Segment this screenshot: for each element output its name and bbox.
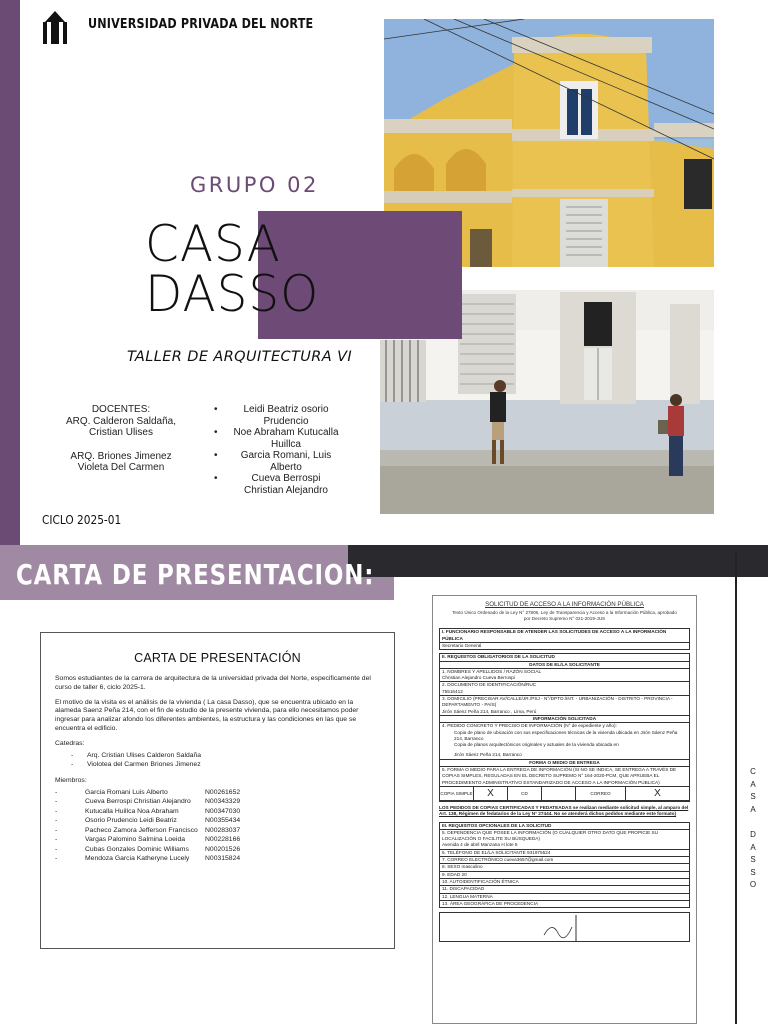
delivery-options-row (440, 787, 689, 801)
docente-line: Cristian Ulises (89, 427, 153, 438)
cycle-label: CICLO 2025-01 (42, 513, 122, 527)
member-item: • Leidi Beatriz osorio Prudencio (214, 404, 344, 427)
group-label: GRUPO 02 (190, 173, 319, 197)
signature-area (439, 912, 690, 942)
member-item: • Cueva Berrospi Christian Alejandro (214, 473, 344, 496)
form-row: 13. ÁREA GEOGRÁFICA DE PROCEDENCIA (442, 900, 539, 906)
form-row: 12. LENGUA MATERNA (440, 894, 689, 901)
docentes-label: DOCENTES: (91, 404, 151, 415)
form-row: Secretario General (442, 643, 482, 648)
option-label: CD (508, 787, 542, 800)
vertical-title: C A S A D A S S O (749, 767, 757, 890)
member-row: - Cubas Gonzales Dominic Williams N00201526 (55, 845, 380, 855)
form-row: 7. CORREO ELECTRÓNICO cueva3657@gmail.com (440, 857, 689, 864)
catedras-label: Catedras: (55, 739, 85, 747)
form-row: II. REQUISITOS OBLIGATORIOS DE LA SOLICITUD (440, 654, 689, 661)
university-logo-icon (40, 10, 70, 46)
docentes-block (48, 404, 194, 474)
form-section-3 (439, 822, 690, 909)
form-row: 5. DEPENDENCIA QUE POSEE LA INFORMACIÓN (O CUALQUIER OTRO DATO QUE PROPICIE SU LOCALIZACIÓN O FACILITE SU BÚSQUEDA) Avenida 4 de abril Manzana H lote 5 (440, 830, 689, 850)
form-note: LOS PEDIDOS DE COPIAS CERTIFICADAS Y FEDATEADAS se realizan mediante solicitud simple, al amparo del Art. 138, Régimen de fedatarios de la Ley N° 27444. No se atenderá dichos pedidos mediante este formato) (439, 804, 689, 817)
letter-paragraph: El motivo de la visita es el análisis de la vivienda ( La casa Dasso), que se encuentra ubicado en la alameda Saenz Peña 214, con el fin de estudio de la presente vivienda, para ello necesitamos poder ingresar para analizar afondo los diferentes ambientes, la estructura y las condiciones en las que se encuentra el edificio. (55, 698, 359, 732)
form-row: I. FUNCIONARIO RESPONSABLE DE ATENDER LAS SOLICITUDES DE ACCESO A LA INFORMACIÓN PÚBLICA (440, 629, 689, 643)
member-row: - Vargas Palomino Salmina Loeida N00228166 (55, 835, 380, 845)
dark-header-band (348, 545, 768, 577)
option-mark: X (654, 787, 661, 799)
form-row: INFORMACIÓN SOLICITADA (440, 716, 689, 723)
catedras-list (55, 751, 380, 769)
project-title-line1: CASA (145, 215, 281, 273)
form-row: 10. AUTOIDENTIFICACIÓN ÉTNICA (440, 879, 689, 886)
docente-line: ARQ. Calderon Saldaña, (65, 415, 177, 427)
form-row: 6. TELÉFONO DE EL/LA SOLICITANTE 931975524 (440, 850, 689, 857)
form-row: 4. PEDIDO CONCRETO Y PRECISO DE INFORMACIÓN (N° de expediente y año): Copia de plano de ubicación con sus especificaciones técnicas de la vivienda ubicada en Jirón Sáenz Peña 214, Barranco Copia de planos arquitectónicos originales y actuales de la vivienda ubicada en Jirón Sáenz Peña 214, Barranco (440, 723, 689, 759)
miembros-label: Miembros: (55, 776, 87, 784)
course-name: TALLER DE ARQUITECTURA VI (127, 349, 353, 365)
form-title: SOLICITUD DE ACCESO A LA INFORMACIÓN PÚBLICA (485, 601, 644, 608)
list-item: - Arq. Cristian Ulises Calderon Saldaña (71, 751, 380, 760)
section-title: CARTA DE PRESENTACION: (16, 558, 375, 591)
member-row: - Cueva Berrospi Christian Alejandro N00343329 (55, 797, 380, 807)
form-row: 9. EDAD 20 (440, 872, 689, 879)
option-label: COPIA SIMPLE (440, 787, 474, 800)
docente-line: ARQ. Briones Jimenez (70, 450, 172, 462)
docente-line: Violeta Del Carmen (77, 462, 165, 473)
member-row: - Kutucalla Huillca Noa Abraham N00347030 (55, 807, 380, 817)
form-row: III. REQUISITOS OPCIONALES DE LA SOLICITUD (440, 823, 689, 830)
list-item: - Violotea del Carmen Briones Jimenez (71, 760, 380, 769)
project-title-line2: DASSO (145, 265, 320, 323)
form-subtitle: Texto Único Ordenado de la Ley N° 27806, Ley de Transparencia y Acceso a la Información Pública, aprobado por Decreto Supremo N° 021-2019-JUS (452, 610, 677, 622)
form-row: 8. SEXO masculino (440, 864, 689, 871)
form-row: 1. NOMBRES Y APELLIDOS / RAZÓN SOCIAL Christian Alejandro Cueva Berrospi (440, 669, 689, 683)
member-row: - Mendoza Garcia Katheryne Lucely N00315824 (55, 854, 380, 864)
form-row: 3. DOMICILIO (PRECISAR AV/CALLE/JR./PSJ - N°/DPTO./INT. - URBANIZACIÓN - DISTRITO - PROVINCIA - DEPARTAMENTO - PAÍS) Jirón Sáenz Peña 214, Barranco , Lima, Perú (440, 696, 689, 716)
form-row: 5. FORMA O MEDIO PARA LA ENTREGA DE INFORMACIÓN (SI NO SE INDICA, SE ENTREGA A TRAVÉS DE COPIAS SIMPLES, REGULADAS EN EL DECRETO SUPREMO N° 164-2020-PCM, QUE APRUEBA EL PROCEDIMIENTO ADMINISTRATIVO ESTANDARIZADO DE ACCESO A LA INFORMACIÓN PÚBLICA) (440, 767, 689, 787)
form-section-2 (439, 653, 690, 802)
access-request-form (432, 595, 697, 1024)
presentation-letter (40, 632, 395, 949)
option-mark (542, 787, 576, 800)
university-name: UNIVERSIDAD PRIVADA DEL NORTE (88, 17, 314, 32)
member-row: - Pacheco Zamora Jefferson Francisco N00283037 (55, 826, 380, 836)
member-row: - Osorio Prudencio Leidi Beatriz N00355434 (55, 816, 380, 826)
letter-paragraph: Somos estudiantes de la carrera de arquitectura de la universidad privada del Norte, especificamente del curso de taller 6, ciclo 2025-1. (55, 675, 371, 691)
letter-title: CARTA DE PRESENTACIÓN (134, 651, 301, 665)
form-section-1 (439, 628, 690, 650)
form-row: 2. DOCUMENTO DE IDENTIFICACIÓN/RUC 75516412 (440, 682, 689, 696)
form-row: FORMA O MEDIO DE ENTREGA (440, 760, 689, 767)
member-item: • Garcia Romani, Luis Alberto (214, 450, 344, 473)
form-row: DATOS DE EL/LA SOLICITANTE (440, 662, 689, 669)
option-label: CORREO (576, 787, 626, 800)
member-item: • Noe Abraham Kutucalla Huillca (214, 427, 344, 450)
members-list (214, 404, 344, 496)
vertical-divider (735, 553, 737, 1024)
project-title (145, 215, 325, 323)
left-accent-bar (0, 0, 20, 545)
option-mark: X (474, 787, 508, 800)
form-row: 11. DISCAPACIDAD (440, 886, 689, 893)
member-row: - Garcia Romani Luis Alberto N00261652 (55, 788, 380, 798)
